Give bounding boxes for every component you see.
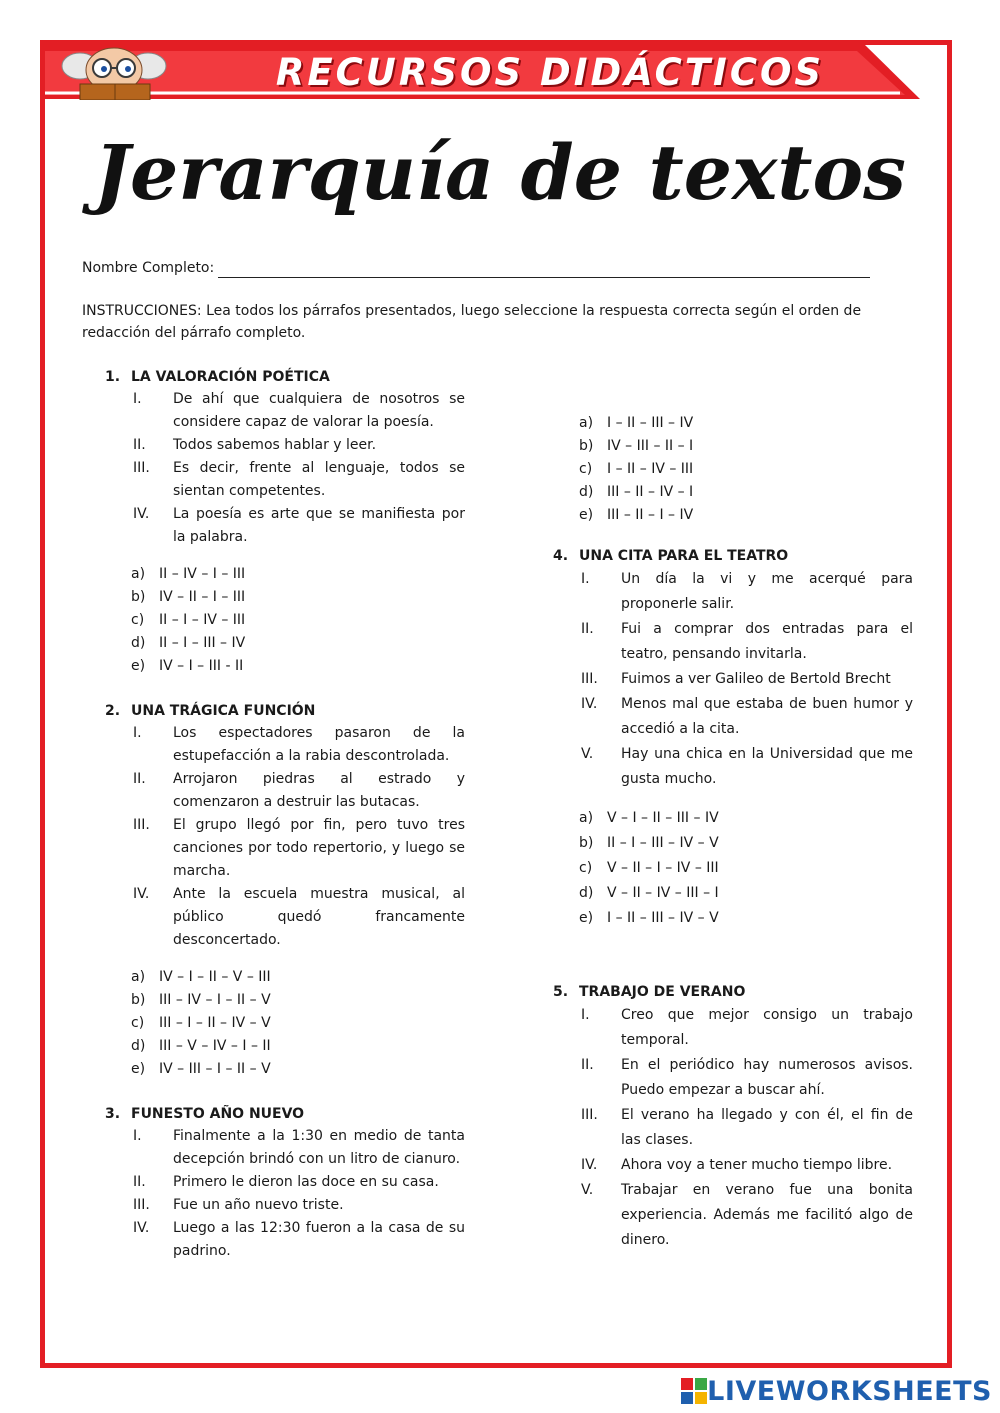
list-item: I. Finalmente a la 1:30 en medio de tanta decepción brindó con un litro de cianuro. xyxy=(133,1128,465,1167)
answer-option[interactable]: a) V – I – II – III – IV xyxy=(579,810,719,826)
question-3: 3. FUNESTO AÑO NUEVO I. Finalmente a la 1:30 en medio de tanta decepción brindó con un litro de cianuro. II. Primero le dieron las doce en su casa. III. Fue un año nuevo triste. IV. Luego a las 12:30 fueron a la casa de su padrino. xyxy=(105,1103,465,1263)
name-label: Nombre Completo: xyxy=(82,260,215,276)
question-2: 2. UNA TRÁGICA FUNCIÓN I. Los espectadores pasaron de la estupefacción a la rabia descontrolada. II. Arrojaron piedras al estrado y comenzaron a destruir las butacas. III. El grupo llegó por fin, pero tuvo tres canciones por todo repertorio, y luego se marcha. IV. Ante la escuela muestra musical, al público quedó francamente desconcertado. a) IV – I – II – V – III b) III – IV – I – II – V c) III – I – II – IV – V d) III – V – IV – I – II e) IV – III – I – II – V xyxy=(105,700,465,1081)
answer-option[interactable]: c) II – I – IV – III xyxy=(131,612,246,628)
banner-title: RECURSOS DIDÁCTICOS xyxy=(275,51,825,94)
question-5: 5. TRABAJO DE VERANO I. Creo que mejor consigo un trabajo temporal. II. En el periódico hay numerosos avisos. Puedo empezar a buscar ahí. III. El verano ha llegado y con él, el fin de las clases. IV. Ahora voy a tener mucho tiempo libre. V. Trabajar en verano fue una bonita experiencia. Además me facilitó algo de dinero. xyxy=(553,981,913,1253)
question-title: FUNESTO AÑO NUEVO xyxy=(131,1106,305,1122)
question-title: UNA CITA PARA EL TEATRO xyxy=(579,548,789,564)
answer-option[interactable]: a) I – II – III – IV xyxy=(579,415,694,431)
footer-brand-text: LIVEWORKSHEETS xyxy=(707,1375,992,1407)
list-item: IV. Luego a las 12:30 fueron a la casa de su padrino. xyxy=(133,1220,465,1259)
list-item: III. Fue un año nuevo triste. xyxy=(133,1197,344,1213)
list-item: II. Arrojaron piedras al estrado y comenzaron a destruir las butacas. xyxy=(133,771,465,810)
list-item: II. En el periódico hay numerosos avisos. Puedo empezar a buscar ahí. xyxy=(581,1057,913,1098)
liveworksheets-logo-icon xyxy=(681,1378,707,1404)
list-item: II. Primero le dieron las doce en su casa. xyxy=(133,1174,439,1190)
instructions: INSTRUCCIONES: Lea todos los párrafos presentados, luego seleccione la respuesta correcta según el orden de redacción del párrafo completo. xyxy=(82,303,862,341)
footer-brand[interactable] xyxy=(681,1375,992,1407)
list-item: IV. La poesía es arte que se manifiesta por la palabra. xyxy=(133,506,465,545)
list-item: III. El grupo llegó por fin, pero tuvo tres canciones por todo repertorio, y luego se marcha. xyxy=(133,817,465,879)
answer-options xyxy=(553,412,913,527)
list-item: III. El verano ha llegado y con él, el fin de las clases. xyxy=(581,1107,913,1148)
question-title: TRABAJO DE VERANO xyxy=(579,984,746,1000)
answer-option[interactable]: b) IV – II – I – III xyxy=(131,589,246,605)
name-field xyxy=(82,258,870,278)
answer-option[interactable]: b) IV – III – II – I xyxy=(579,438,694,454)
answer-option[interactable]: e) IV – III – I – II – V xyxy=(131,1061,271,1077)
list-item: II. Fui a comprar dos entradas para el teatro, pensando invitarla. xyxy=(581,621,913,662)
answer-option[interactable]: e) III – II – I – IV xyxy=(579,507,694,523)
professor-mascot-icon xyxy=(50,44,180,100)
answer-option[interactable]: b) III – IV – I – II – V xyxy=(131,992,271,1008)
answer-option[interactable]: c) III – I – II – IV – V xyxy=(131,1015,271,1031)
answer-option[interactable]: d) III – V – IV – I – II xyxy=(131,1038,271,1054)
list-item: V. Trabajar en verano fue una bonita experiencia. Además me facilitó algo de dinero. xyxy=(581,1182,913,1248)
list-item: III. Fuimos a ver Galileo de Bertold Brecht xyxy=(581,671,891,687)
answer-option[interactable]: a) IV – I – II – V – III xyxy=(131,969,271,985)
left-column xyxy=(105,366,465,1263)
answer-option[interactable]: d) III – II – IV – I xyxy=(579,484,694,500)
answer-options xyxy=(553,806,913,931)
question-title: UNA TRÁGICA FUNCIÓN xyxy=(131,703,316,719)
question-4: 4. UNA CITA PARA EL TEATRO I. Un día la vi y me acerqué para proponerle salir. II. Fui a comprar dos entradas para el teatro, pensando invitarla. III. Fuimos a ver Galileo de Bertold Brecht IV. Menos mal que estaba de buen humor y accedió a la cita. V. Hay una chica en la Universidad que me gusta mucho. a) V – I – II – III – IV b) II – I – III – IV – V c) V – II – I – IV – III d) V – II – IV – III – I e) I – II – III – IV – V xyxy=(553,545,913,931)
page-title: Jerarquía de textos xyxy=(94,128,906,217)
answer-option[interactable]: e) IV – I – III - II xyxy=(131,658,244,674)
answer-option[interactable]: e) I – II – III – IV – V xyxy=(579,910,719,926)
question-title: LA VALORACIÓN POÉTICA xyxy=(131,369,330,385)
list-item: V. Hay una chica en la Universidad que me gusta mucho. xyxy=(581,746,913,787)
question-1: 1. LA VALORACIÓN POÉTICA I. De ahí que cualquiera de nosotros se considere capaz de valorar la poesía. II. Todos sabemos hablar y leer. III. Es decir, frente al lenguaje, todos se sientan competentes. IV. La poesía es arte que se manifiesta por la palabra. a) II – IV – I – III b) IV – II – I – III c) II – I – IV – III d) II – I – III – IV e) IV – I – III - II xyxy=(105,366,465,678)
answer-option[interactable]: a) II – IV – I – III xyxy=(131,566,246,582)
answer-option[interactable]: d) V – II – IV – III – I xyxy=(579,885,719,901)
list-item: IV. Ahora voy a tener mucho tiempo libre. xyxy=(581,1157,893,1173)
right-column xyxy=(553,412,913,1253)
name-input-line[interactable] xyxy=(218,263,870,278)
answer-option[interactable]: d) II – I – III – IV xyxy=(131,635,246,651)
answer-options xyxy=(105,966,465,1081)
list-item: IV. Menos mal que estaba de buen humor y accedió a la cita. xyxy=(581,696,913,737)
list-item: I. Creo que mejor consigo un trabajo temporal. xyxy=(581,1007,913,1048)
list-item: I. De ahí que cualquiera de nosotros se considere capaz de valorar la poesía. xyxy=(133,391,465,430)
list-item: II. Todos sabemos hablar y leer. xyxy=(133,437,377,453)
list-item: I. Los espectadores pasaron de la estupefacción a la rabia descontrolada. xyxy=(133,725,465,764)
answer-option[interactable]: c) V – II – I – IV – III xyxy=(579,860,719,876)
list-item: IV. Ante la escuela muestra musical, al público quedó francamente desconcertado. xyxy=(133,886,465,948)
answer-options xyxy=(105,563,465,678)
answer-option[interactable]: b) II – I – III – IV – V xyxy=(579,835,719,851)
list-item: III. Es decir, frente al lenguaje, todos se sientan competentes. xyxy=(133,460,465,499)
list-item: I. Un día la vi y me acerqué para proponerle salir. xyxy=(581,571,913,612)
answer-option[interactable]: c) I – II – IV – III xyxy=(579,461,694,477)
